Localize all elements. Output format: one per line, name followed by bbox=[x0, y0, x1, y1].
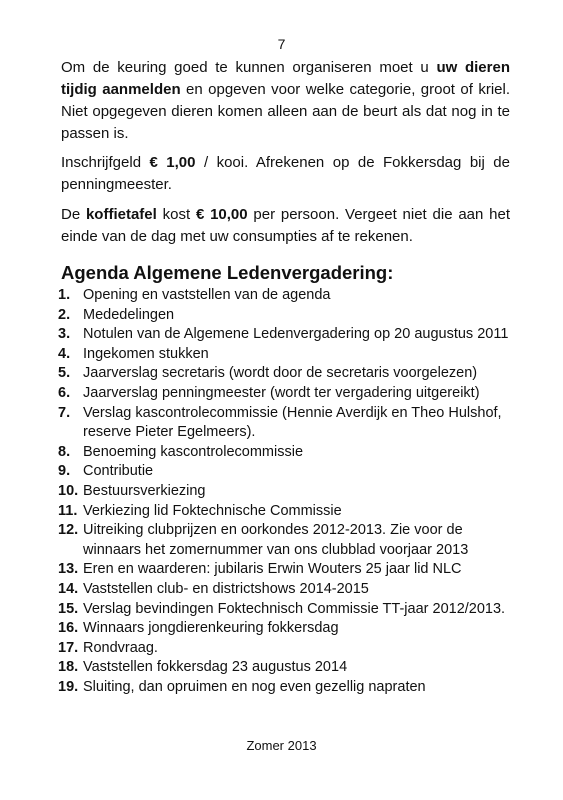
agenda-item bbox=[58, 325, 518, 345]
agenda-item-number: 8. bbox=[58, 443, 71, 460]
coffee-text-3: per persoon. Vergeet niet die aan het einde van de dag met uw consumpties af te rekenen. bbox=[61, 206, 510, 245]
agenda-title: Agenda Algemene Ledenvergadering: bbox=[61, 262, 394, 283]
agenda-item-text: Vaststellen club- en districtshows 2014-2015 bbox=[83, 580, 369, 597]
agenda-item bbox=[58, 521, 518, 560]
fee-amount: € 1,00 bbox=[149, 154, 196, 171]
agenda-item-text: Uitreiking clubprijzen en oorkondes 2012-2013. Zie voor de winnaars het zomernummer van ons clubblad voorjaar 2013 bbox=[83, 522, 469, 558]
agenda-item-text: Eren en waarderen: jubilaris Erwin Wouters 25 jaar lid NLC bbox=[83, 561, 462, 578]
agenda-item bbox=[58, 286, 518, 306]
agenda-item-text: Ingekomen stukken bbox=[83, 345, 209, 362]
agenda-item bbox=[58, 600, 518, 620]
agenda-item-text: Mededelingen bbox=[83, 306, 175, 323]
agenda-item-text: Rondvraag. bbox=[83, 639, 158, 656]
agenda-item-text: Verslag bevindingen Foktechnisch Commissie TT-jaar 2012/2013. bbox=[83, 600, 506, 617]
agenda-item-text: Verkiezing lid Foktechnische Commissie bbox=[83, 502, 342, 519]
agenda-item-number: 2. bbox=[58, 306, 71, 323]
agenda-item bbox=[58, 560, 518, 580]
agenda-item-text: Opening en vaststellen van de agenda bbox=[83, 287, 331, 303]
registration-paragraph bbox=[61, 57, 510, 145]
agenda-item-text: Winnaars jongdierenkeuring fokkersdag bbox=[83, 620, 339, 637]
agenda-list bbox=[58, 286, 518, 697]
agenda-item bbox=[58, 678, 518, 698]
fee-text-1: Inschrijfgeld bbox=[61, 154, 150, 171]
agenda-item bbox=[58, 345, 518, 365]
agenda-item-number: 9. bbox=[58, 463, 71, 480]
agenda-item-text: Verslag kascontrolecommissie (Hennie Averdijk en Theo Hulshof, reserve Pieter Egelmeers). bbox=[83, 404, 502, 441]
agenda-item bbox=[58, 502, 518, 522]
agenda-item bbox=[58, 404, 518, 443]
agenda-item-text: Vaststellen fokkersdag 23 augustus 2014 bbox=[83, 659, 348, 676]
registration-emphasis: uw dieren tijdig aanmelden bbox=[61, 59, 510, 98]
agenda-item bbox=[58, 639, 518, 659]
agenda-item-text: Bestuursverkiezing bbox=[83, 482, 206, 499]
agenda-item-number: 17. bbox=[58, 639, 79, 656]
coffee-table-price: € 10,00 bbox=[195, 206, 248, 223]
agenda-item-number: 5. bbox=[58, 365, 71, 382]
agenda-item bbox=[58, 462, 518, 482]
agenda-item-number: 15. bbox=[58, 600, 79, 617]
agenda-item bbox=[58, 384, 518, 404]
registration-text-1: Om de keuring goed te kunnen organiseren moet u bbox=[61, 59, 437, 76]
coffee-table-label: koffietafel bbox=[85, 206, 157, 223]
page-footer: Zomer 2013 bbox=[246, 738, 317, 753]
agenda-item bbox=[58, 658, 518, 678]
agenda-item-number: 3. bbox=[58, 326, 71, 343]
agenda-item-number: 4. bbox=[58, 345, 71, 362]
agenda-item-number: 10. bbox=[58, 482, 79, 499]
agenda-item bbox=[58, 482, 518, 502]
agenda-item-number: 19. bbox=[58, 678, 79, 695]
agenda-item-number: 14. bbox=[58, 580, 79, 597]
agenda-item-text: Jaarverslag penningmeester (wordt ter vergadering uitgereikt) bbox=[83, 384, 480, 401]
page-number: 7 bbox=[277, 36, 286, 52]
agenda-item-number: 6. bbox=[58, 384, 71, 401]
coffee-text-2: kost bbox=[156, 206, 196, 223]
agenda-item bbox=[58, 364, 518, 384]
coffee-table-paragraph bbox=[61, 204, 510, 248]
agenda-item bbox=[58, 443, 518, 463]
agenda-item-number: 12. bbox=[58, 522, 79, 539]
agenda-item-number: 7. bbox=[58, 404, 71, 421]
agenda-item-text: Benoeming kascontrolecommissie bbox=[83, 443, 304, 460]
agenda-item bbox=[58, 306, 518, 326]
fee-paragraph bbox=[61, 152, 510, 196]
registration-text-2: en opgeven voor welke categorie, groot of kriel. Niet opgegeven dieren komen alleen aan de beurt als dat nog in te passen is. bbox=[61, 81, 510, 142]
agenda-item-text: Sluiting, dan opruimen en nog even gezellig napraten bbox=[83, 678, 426, 695]
agenda-item bbox=[58, 619, 518, 639]
agenda-item-number: 16. bbox=[58, 620, 79, 637]
agenda-item-number: 1. bbox=[58, 287, 71, 303]
agenda-item-number: 13. bbox=[58, 561, 79, 578]
agenda-item-number: 18. bbox=[58, 659, 79, 676]
agenda-item-text: Contributie bbox=[83, 463, 154, 480]
agenda-item-text: Notulen van de Algemene Ledenvergadering op 20 augustus 2011 bbox=[83, 326, 509, 343]
fee-text-2: / kooi. Afrekenen op de Fokkersdag bij de penningmeester. bbox=[61, 154, 510, 193]
agenda-item bbox=[58, 580, 518, 600]
coffee-text-1: De bbox=[61, 206, 86, 223]
agenda-item-text: Jaarverslag secretaris (wordt door de secretaris voorgelezen) bbox=[83, 365, 478, 382]
agenda-item-number: 11. bbox=[58, 502, 78, 519]
